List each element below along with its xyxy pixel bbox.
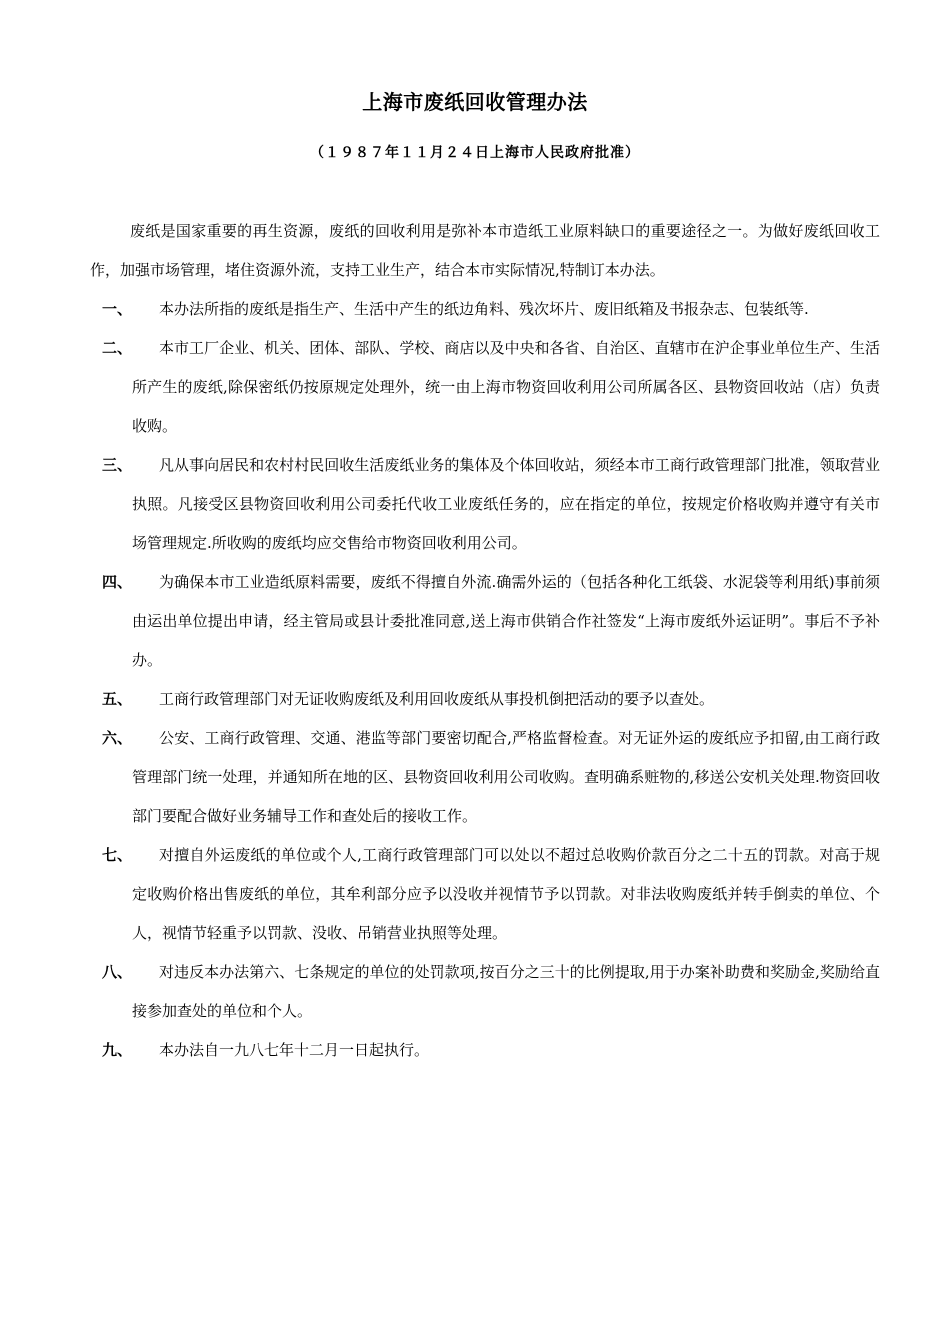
article-7 xyxy=(0,836,950,953)
article-5 xyxy=(0,680,950,719)
article-3 xyxy=(0,446,950,563)
article-4 xyxy=(0,563,950,680)
article-2 xyxy=(0,329,950,446)
article-text: 工商行政管理部门对无证收购废纸及利用回收废纸从事投机倒把活动的要予以查处。 xyxy=(159,690,715,708)
article-number: 五、 xyxy=(102,690,133,708)
article-text: 本市工厂企业、机关、团体、部队、学校、商店以及中央和各省、自治区、直辖市在沪企事业单位生产、生活所产生的废纸,除保密纸仍按原规定处理外，统一由上海市物资回收利用公司所属各区、县物资回收站（店）负责收购。 xyxy=(132,339,880,435)
article-text: 本办法所指的废纸是指生产、生活中产生的纸边角料、残次坏片、废旧纸箱及书报杂志、包装纸等. xyxy=(159,300,809,318)
article-text: 凡从事向居民和农村村民回收生活废纸业务的集体及个体回收站，须经本市工商行政管理部门批准，领取营业执照。凡接受区县物资回收利用公司委托代收工业废纸任务的，应在指定的单位，按规定价格收购并遵守有关市场管理规定.所收购的废纸均应交售给市物资回收利用公司。 xyxy=(132,456,880,552)
article-number: 八、 xyxy=(102,963,133,981)
article-1 xyxy=(0,290,950,329)
article-number: 六、 xyxy=(102,729,133,747)
article-9 xyxy=(0,1031,950,1070)
article-text: 对擅自外运废纸的单位或个人,工商行政管理部门可以处以不超过总收购价款百分之二十五的罚款。对高于规定收购价格出售废纸的单位，其牟利部分应予以没收并视情节予以罚款。对非法收购废纸并转手倒卖的单位、个人，视情节轻重予以罚款、没收、吊销营业执照等处理。 xyxy=(132,846,880,942)
article-8 xyxy=(0,953,950,1031)
article-number: 二、 xyxy=(102,339,133,357)
article-number: 四、 xyxy=(102,573,133,591)
approval-date: （１９８７年１１月２４日上海市人民政府批准） xyxy=(310,145,640,161)
document-title: 上海市废纸回收管理办法 xyxy=(362,90,588,114)
intro-paragraph: 废纸是国家重要的再生资源，废纸的回收利用是弥补本市造纸工业原料缺口的重要途径之一。为做好废纸回收工作，加强市场管理，堵住资源外流，支持工业生产，结合本市实际情况,特制订本办法。 xyxy=(90,222,880,279)
article-text: 本办法自一九八七年十二月一日起执行。 xyxy=(159,1041,430,1059)
article-list xyxy=(0,290,950,1070)
article-text: 为确保本市工业造纸原料需要，废纸不得擅自外流.确需外运的（包括各种化工纸袋、水泥袋等利用纸)事前须由运出单位提出申请，经主管局或县计委批准同意,送上海市供销合作社签发“上海市废纸外运证明”。事后不予补办。 xyxy=(132,573,880,669)
article-number: 七、 xyxy=(102,846,133,864)
article-number: 九、 xyxy=(102,1041,133,1059)
article-number: 三、 xyxy=(102,456,133,474)
article-text: 对违反本办法第六、七条规定的单位的处罚款项,按百分之三十的比例提取,用于办案补助费和奖励金,奖励给直接参加查处的单位和个人。 xyxy=(132,963,880,1020)
article-number: 一、 xyxy=(102,300,133,318)
article-text: 公安、工商行政管理、交通、港监等部门要密切配合,严格监督检查。对无证外运的废纸应予扣留,由工商行政管理部门统一处理，并通知所在地的区、县物资回收利用公司收购。查明确系赃物的,移送公安机关处理.物资回收部门要配合做好业务辅导工作和查处后的接收工作。 xyxy=(132,729,880,825)
article-6 xyxy=(0,719,950,836)
